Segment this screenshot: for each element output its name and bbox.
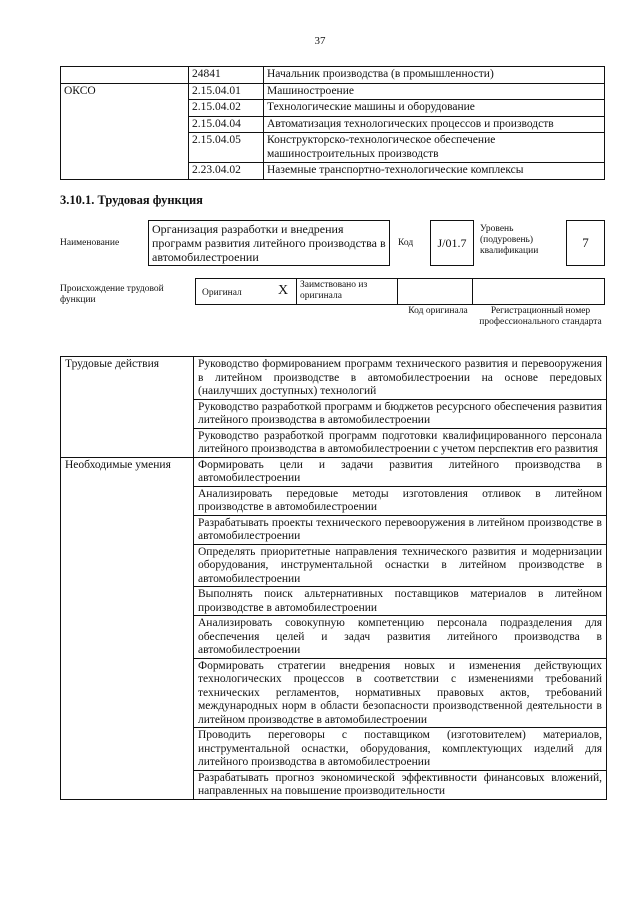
function-name-box: Организация разработки и внедрения программ развития литейного производства в автомобилестроении xyxy=(148,220,390,266)
okso-code-cell: 2.15.04.04 xyxy=(189,116,264,133)
function-details-table xyxy=(60,356,607,800)
okso-label-cell xyxy=(61,67,189,84)
name-label: Наименование xyxy=(60,238,120,248)
okso-name-cell: Наземные транспортно-технологические комплексы xyxy=(264,163,605,180)
original-cell xyxy=(195,278,297,305)
labor-action-cell: Руководство формированием программ технического развития и перевооружения в литейном производстве в автомобилестроении на основе передовых (наилучших доступных) технологий xyxy=(194,357,607,400)
level-label: Уровень (подуровень) квалификации xyxy=(480,224,539,256)
okso-name-cell: Автоматизация технологических процессов и производств xyxy=(264,116,605,133)
function-code-box: J/01.7 xyxy=(430,220,474,266)
okso-table xyxy=(60,66,605,180)
okso-code-cell: 2.15.04.05 xyxy=(189,133,264,163)
original-mark: X xyxy=(278,283,289,298)
okso-code-cell: 24841 xyxy=(189,67,264,84)
okso-code-cell: 2.15.04.01 xyxy=(189,83,264,100)
borrowed-cell xyxy=(296,278,398,305)
skill-cell: Определять приоритетные направления технического развития и модернизации оборудования, инструментальной оснастки в литейном производстве в автомобилестроении xyxy=(194,544,607,587)
skill-cell: Формировать стратегии внедрения новых и изменения действующих технологических процессов в соответствии с изменениями требований технических регламентов, нормативных правовых актов, требований международных норм в области безопасности производственной деятельности в литейном производстве в автомобилестроении xyxy=(194,658,607,728)
okso-name-cell: Конструкторско-технологическое обеспечение машиностроительных производств xyxy=(264,133,605,163)
skill-cell: Разрабатывать прогноз экономической эффективности финансовых вложений, направленных на повышение производительности xyxy=(194,770,607,799)
skill-cell: Анализировать совокупную компетенцию персонала подразделения для обеспечения целей и задач развития литейного производства в автомобилестроении xyxy=(194,616,607,659)
skills-label: Необходимые умения xyxy=(61,457,194,799)
original-code-cell xyxy=(397,278,473,305)
skill-cell: Выполнять поиск альтернативных поставщиков материалов в литейном производстве в автомобилестроении xyxy=(194,587,607,616)
labor-action-cell: Руководство разработкой программ и бюджетов ресурсного обеспечения развития литейного производства в автомобилестроении xyxy=(194,399,607,428)
borrowed-label: Заимствовано из оригинала xyxy=(300,280,368,301)
okso-label-cell: ОКСО xyxy=(61,83,189,179)
okso-name-cell: Начальник производства (в промышленности) xyxy=(264,67,605,84)
okso-code-cell: 2.15.04.02 xyxy=(189,100,264,117)
section-title: 3.10.1. Трудовая функция xyxy=(60,193,203,207)
labor-action-cell: Руководство разработкой программ подготовки квалифицированного персонала литейного производства в автомобилестроении с учетом перспектив его развития xyxy=(194,428,607,457)
skill-cell: Разрабатывать проекты технического перевооружения в литейном производстве в автомобилестроении xyxy=(194,515,607,544)
skill-cell: Анализировать передовые методы изготовления отливок в литейном производстве в автомобилестроении xyxy=(194,486,607,515)
level-box: 7 xyxy=(566,220,605,266)
reg-number-cell xyxy=(472,278,605,305)
code-caption: Код оригинала xyxy=(408,306,468,316)
original-label: Оригинал xyxy=(202,288,242,298)
table-row xyxy=(61,83,605,100)
table-row xyxy=(61,357,607,400)
table-row xyxy=(61,67,605,84)
skill-cell: Формировать цели и задачи развития литейного производства в автомобилестроении xyxy=(194,457,607,486)
okso-code-cell: 2.23.04.02 xyxy=(189,163,264,180)
labor-actions-label: Трудовые действия xyxy=(61,357,194,458)
origin-label: Происхождение трудовой функции xyxy=(60,284,164,305)
reg-caption: Регистрационный номер профессионального стандарта xyxy=(479,306,602,327)
table-row xyxy=(61,457,607,486)
skill-cell: Проводить переговоры с поставщиком (изготовителем) материалов, инструментальной оснастки, оборудования, комплектующих изделий для литейного производства в автомобилестроении xyxy=(194,728,607,771)
okso-name-cell: Машиностроение xyxy=(264,83,605,100)
code-label: Код xyxy=(398,238,414,248)
page-number: 37 xyxy=(314,35,326,47)
origin-row xyxy=(195,278,605,305)
okso-name-cell: Технологические машины и оборудование xyxy=(264,100,605,117)
